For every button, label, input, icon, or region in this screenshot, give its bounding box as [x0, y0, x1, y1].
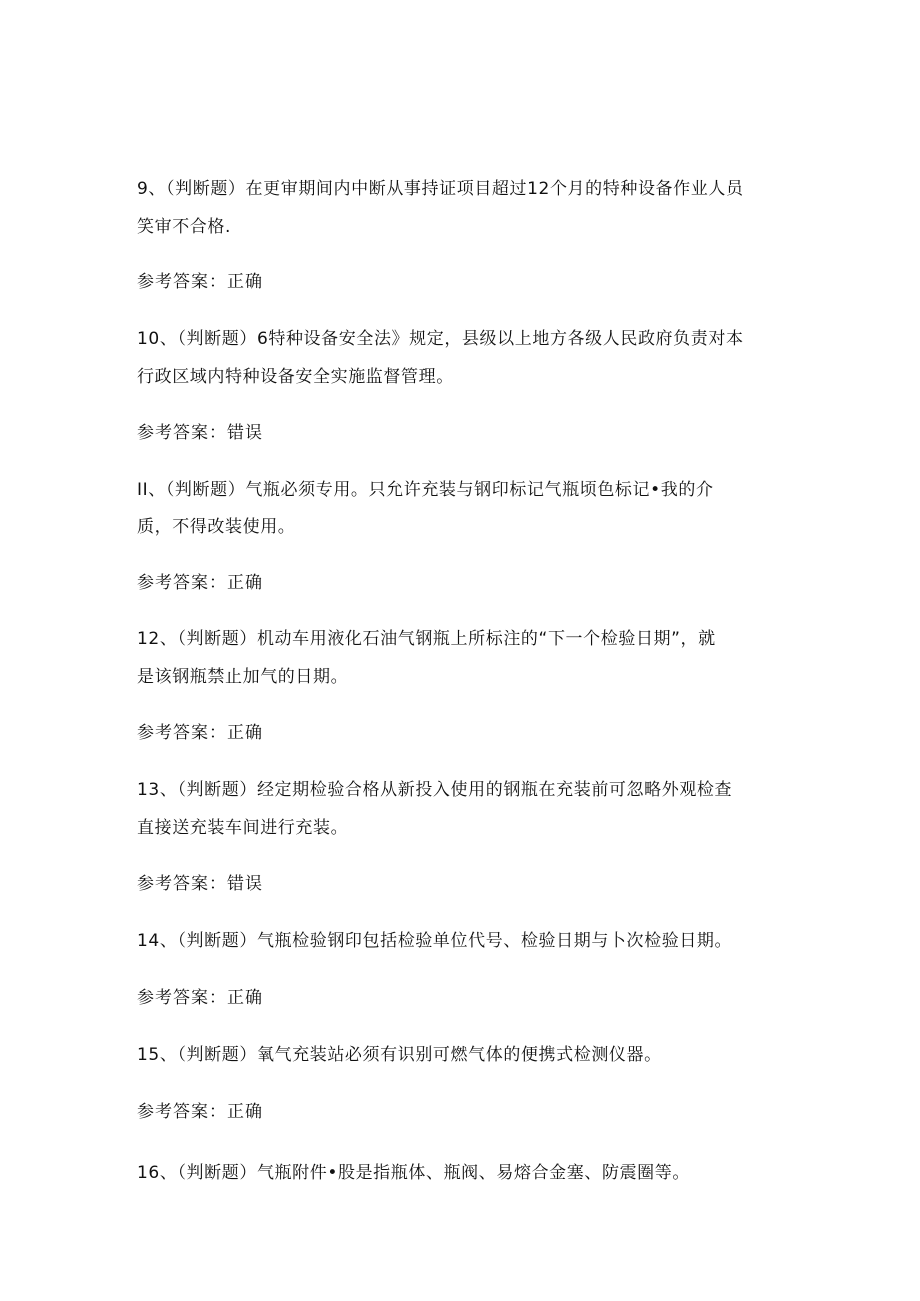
- question-type: （判断题）: [177, 780, 257, 800]
- question-text: 经定期检验合格从新投入使用的钢瓶在充装前可忽略外观检查: [256, 780, 733, 800]
- question-10-answer: 参考答案：错误: [137, 423, 263, 443]
- question-number: 13、: [137, 780, 178, 800]
- question-number: 16、: [137, 1163, 178, 1183]
- question-text: 6特种设备安全法》规定，县级以上地方各级人民政府负责对本: [256, 329, 744, 349]
- question-number: 14、: [137, 931, 178, 951]
- question-11-answer: 参考答案：正确: [137, 573, 263, 593]
- question-type: （判断题）: [177, 1163, 257, 1183]
- question-type: （判断题）: [177, 1045, 257, 1065]
- question-12-answer: 参考答案：正确: [137, 723, 263, 743]
- question-type: （判断题）: [166, 179, 246, 199]
- question-type: （判断题）: [177, 329, 257, 349]
- question-type: （判断题）: [165, 480, 246, 500]
- question-9-line-2: 笑审不合格.: [137, 217, 232, 237]
- question-16-line-1: [137, 1162, 787, 1184]
- question-number: II、: [137, 480, 166, 500]
- question-10-line-2: 行政区域内特种设备安全实施监督管理。: [137, 367, 454, 387]
- question-9-answer: 参考答案：正确: [137, 272, 263, 292]
- question-15-answer: 参考答案：正确: [137, 1102, 263, 1122]
- question-text: 气瓶检验钢印包括检验单位代号、检验日期与卜次检验日期。: [256, 931, 733, 951]
- question-number: 15、: [137, 1045, 178, 1065]
- question-11-line-2: 质，不得改装使用。: [137, 517, 296, 537]
- question-type: （判断题）: [177, 629, 257, 649]
- question-type: （判断题）: [177, 931, 257, 951]
- question-text: 氧气充装站必须有识别可燃气体的便携式检测仪器。: [256, 1045, 662, 1065]
- question-13-answer: 参考答案：错误: [137, 874, 263, 894]
- question-14-line-1: [137, 930, 787, 952]
- question-10-line-1: [137, 328, 787, 350]
- question-number: 12、: [137, 629, 178, 649]
- question-number: 10、: [137, 329, 178, 349]
- question-13-line-2: 直接送充装车间进行充装。: [137, 818, 349, 838]
- question-11-line-1: [137, 479, 787, 501]
- question-text: 在更审期间内中断从事持证项目超过12个月的特种设备作业人员: [245, 179, 744, 199]
- question-15-line-1: [137, 1044, 787, 1066]
- question-9-line-1: [137, 178, 787, 200]
- question-number: 9、: [137, 179, 167, 199]
- question-text: 气瓶必须专用。只允许充装与钢印标记气瓶顷色标记•我的介: [245, 480, 714, 500]
- question-13-line-1: [137, 779, 787, 801]
- question-text: 机动车用液化石油气钢瓶上所标注的“下一个检验日期”，就: [256, 629, 716, 649]
- question-12-line-2: 是该钢瓶禁止加气的日期。: [137, 667, 349, 687]
- question-text: 气瓶附件•股是指瓶体、瓶阀、易熔合金塞、防震圈等。: [256, 1163, 690, 1183]
- question-14-answer: 参考答案：正确: [137, 988, 263, 1008]
- question-12-line-1: [137, 628, 787, 650]
